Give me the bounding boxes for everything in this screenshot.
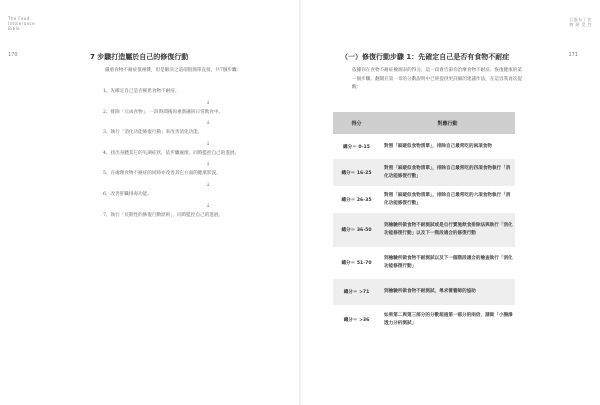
running-head-line: The Food [8,16,30,21]
action-cell: 對照「麻疑似食物清單」，排除自己最常吃的兩項食物 [384,143,492,149]
running-head-line: 物 耐 受 性 [569,22,592,27]
score-cell: 總分＝ >36 [343,318,370,323]
score-cell: 總分＝ 26-35 [341,197,372,203]
running-head-line: Bible [8,26,20,31]
score-action-table [333,112,515,335]
step-item: 2、排除「元凶食物」，一段時間後再重新融回日常飲食中。 [103,109,224,115]
steps-list [103,88,275,220]
step-item: 5、在處理食物不耐症的同時亦改善其它方面的健康狀況。 [103,171,221,177]
left-running-head [8,16,35,31]
score-cell: 總分＝ 0-15 [343,144,370,150]
down-arrow-icon: ↓ [205,140,211,147]
score-cell: 總分＝ 16-25 [341,170,372,176]
intro-paragraph: 依據你在食物不耐症檢測表的得分，這一段會告訴你治療食物不耐症、恢復健康的第一個步驟。翻開在第一章的分數說明中已經提供更詳細的建議作法，在這容我再次提醒： [352,68,522,91]
right-page-number: 171 [568,52,578,58]
step-item: 4、找出身體其它的失調症狀，依步驟處理，同時監控自己的進展。 [103,150,240,156]
running-head-line: 巨蛋布丁食 [569,17,592,22]
intro-paragraph: 嚴重食物不耐症很複雜，但是解決之道卻很簡單直接，共7個步驟： [105,68,242,73]
down-arrow-icon: ↓ [205,99,211,106]
step-item: 1、先確定自己是否罹患食物不耐症。 [103,89,180,94]
table-row [333,186,515,213]
action-cell: 到檢驗所做食物不耐測試以及下一個階段適合的檢查執行「消化功能修復行動」 [384,256,513,269]
right-running-head [569,17,592,27]
table-header [333,112,515,134]
action-cell: 如果第二與第三部分的分數超過第一部分的兩倍，請做「小腸滲透力分析測試」 [384,313,513,326]
down-arrow-icon: ↓ [205,181,211,188]
down-arrow-icon: ↓ [205,120,211,127]
table-row [333,134,515,159]
down-arrow-icon: ↓ [205,202,211,209]
section-heading: 7 步驟打造屬於自己的修復行動 [90,53,189,61]
step-item: 3、執行「消化功能修復行動」來改善消化功能。 [103,130,203,136]
table-row [333,247,515,279]
table-header-cell: 對應行動 [437,120,458,127]
score-cell: 總分＝ >71 [343,290,370,295]
table-header-cell: 得分 [351,120,362,127]
section-heading: （一）修復行動步驟 1：先確定自己是否有食物不耐症 [341,53,510,61]
down-arrow-icon: ↓ [205,161,211,168]
running-head-line: Intolerance [8,21,35,26]
table-row [333,213,515,247]
table-row [333,305,515,335]
score-cell: 總分＝ 51-70 [341,261,372,266]
action-cell: 對照「麻疑似食物清單」，排除自己最常吃的六項食物執行「消化功能修復行動」 [384,192,511,206]
step-item: 6、改善肝臟排毒功能。 [103,191,152,197]
table-row [333,159,515,186]
action-cell: 到檢驗所做食物不耐測試或是自行實施飲食排除法與執行「消化功能修復行動」以及下一階段適合的修復行動 [384,223,513,236]
left-page [0,0,299,405]
score-cell: 總分＝ 36-50 [341,228,372,233]
action-cell: 到檢驗所做食物不耐測試，尋求營養師的協助 [384,289,476,294]
table-row [333,279,515,305]
action-cell: 對照「麻疑似食物清單」，排除自己最常吃的四項食物執行「消化功能修復行動」 [384,165,511,179]
left-page-number: 170 [8,52,18,58]
step-item: 7、執行「長期性的修復行動原則」，同時監控自己的進展。 [103,212,224,218]
